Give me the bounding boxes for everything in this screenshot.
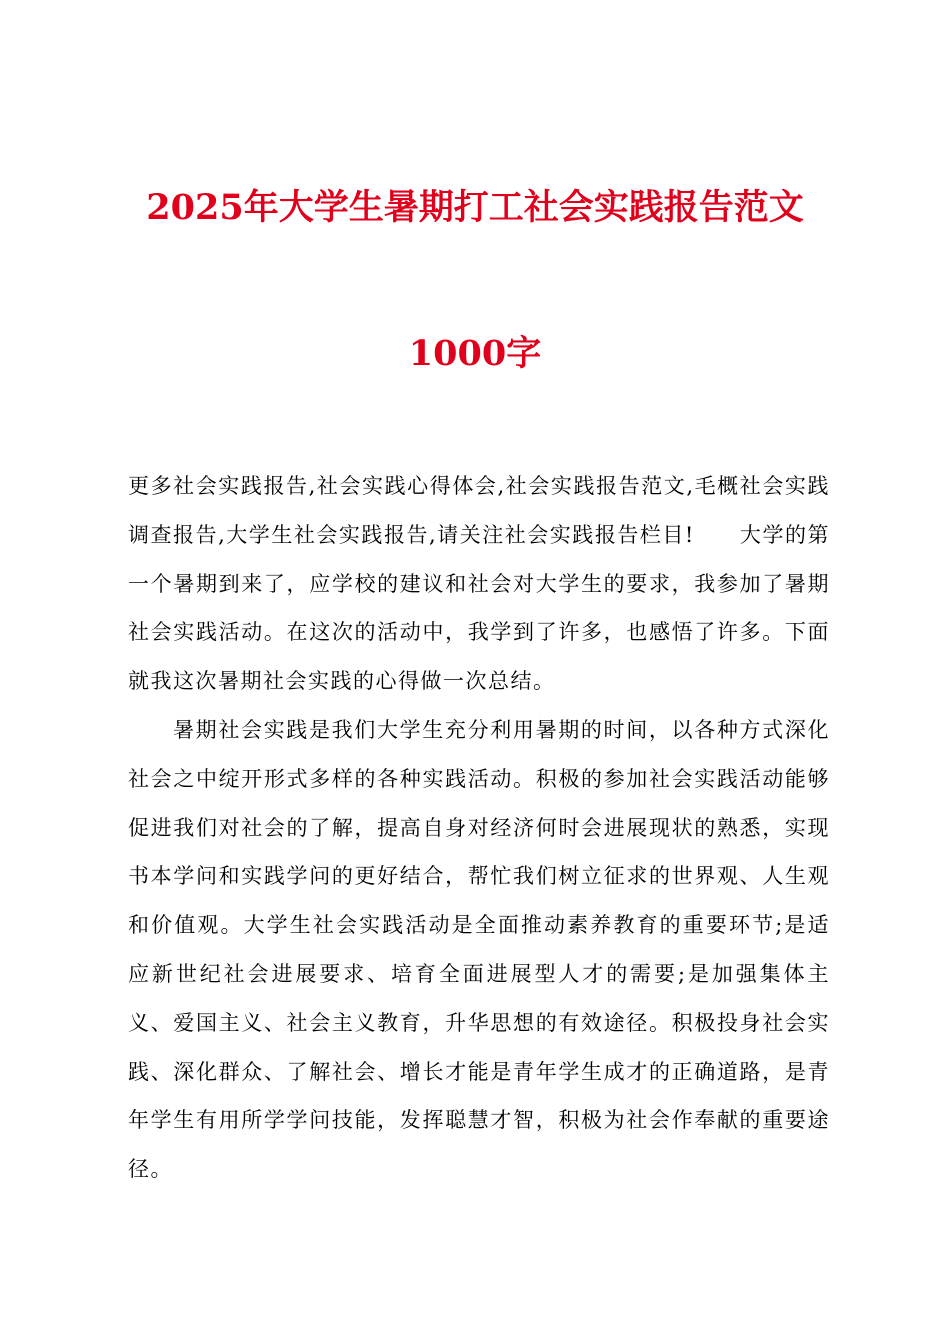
- document-title-continuation: 1000字: [408, 333, 542, 374]
- body-paragraph-2: 暑期社会实践是我们大学生充分利用暑期的时间，以各种方式深化社会之中绽开形式多样的各种实践活动。积极的参加社会实践活动能够促进我们对社会的了解，提高自身对经济何时会进展现状的熟悉，实现书本学问和实践学问的更好结合，帮忙我们树立征求的世界观、人生观和价值观。大学生社会实践活动是全面推动素养教育的重要环节;是适应新世纪社会进展要求、培育全面进展型人才的需要;是加强集体主义、爱国主义、社会主义教育，升华思想的有效途径。积极投身社会实践、深化群众、了解社会、增长才能是青年学生成才的正确道路，是青年学生有用所学学问技能，发挥聪慧才智，积极为社会作奉献的重要途径。: [128, 718, 830, 1182]
- document-title: 2025年大学生暑期打工社会实践报告范文: [146, 187, 804, 228]
- body-paragraph-1: 更多社会实践报告,社会实践心得体会,社会实践报告范文,毛概社会实践调查报告,大学生社会实践报告,请关注社会实践报告栏目! 大学的第一个暑期到来了，应学校的建议和社会对大学生的要求，我参加了暑期社会实践活动。在这次的活动中，我学到了许多，也感悟了许多。下面就我这次暑期社会实践的心得做一次总结。: [128, 474, 830, 694]
